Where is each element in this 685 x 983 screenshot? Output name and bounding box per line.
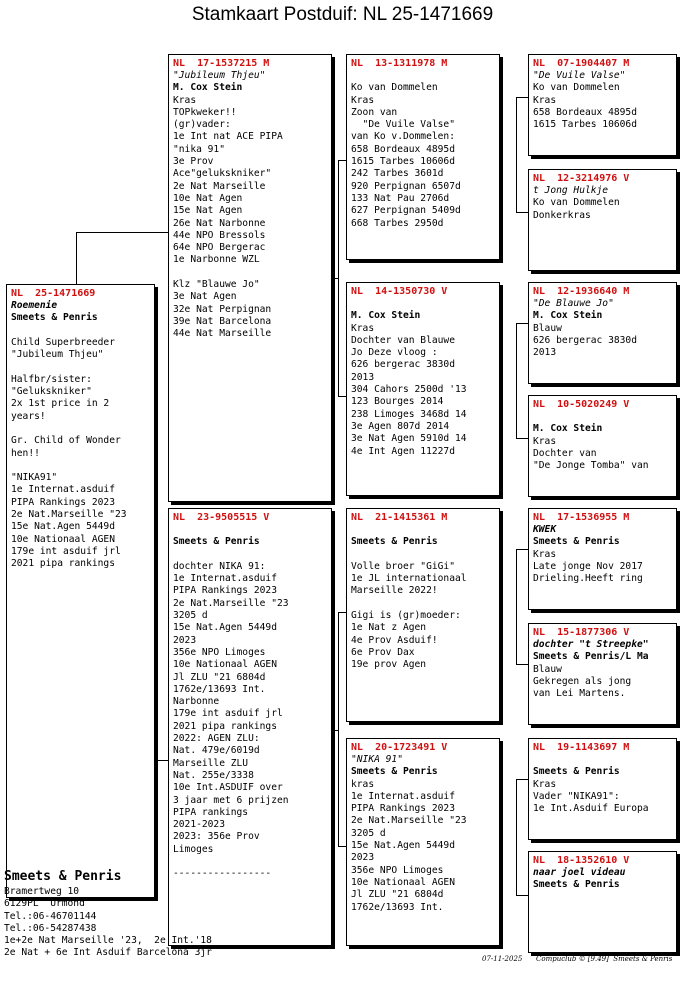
card-line: "Gelukskniker" <box>11 386 92 398</box>
card-line: Jl ZLU "21 6804d <box>351 889 444 901</box>
card-line: Kras <box>173 94 197 106</box>
owner-line: Bramertweg 10 <box>4 886 80 897</box>
card-line: Gr. Child of Wonder <box>11 435 121 447</box>
card-line: Ko van Dommelen <box>533 82 620 94</box>
connector-dd-v <box>516 779 517 895</box>
card-line: Klz "Blauwe Jo" <box>173 279 260 291</box>
card-line: "De Jonge Tomba" van <box>533 460 649 472</box>
card-line: PIPA Rankings 2023 <box>11 496 115 508</box>
card-line: 626 bergerac 3830d <box>533 334 637 346</box>
ring-number: NL 18-1352610 V <box>533 855 630 866</box>
card-line: 3205 d <box>173 610 208 622</box>
card-line: PIPA rankings <box>173 806 249 818</box>
card-line: "nika 91" <box>173 143 225 155</box>
card-line: Smeets & Penris/L Ma <box>533 651 649 663</box>
card-line: 133 Nat Pau 2706d <box>351 192 450 204</box>
card-line: 10e Int.ASDUIF over <box>173 782 283 794</box>
card-line: "De Vuile Valse" <box>351 119 455 131</box>
card-line: 39e Nat Barcelona <box>173 315 272 327</box>
card-line: 627 Perpignan 5409d <box>351 205 461 217</box>
card-line: Kras <box>533 778 557 790</box>
connector-dam-mid <box>332 730 339 731</box>
card-line: Smeets & Penris <box>533 879 620 891</box>
card-line: 242 Tarbes 3601d <box>351 168 444 180</box>
card-line <box>11 460 150 472</box>
card-line: "NIKA91" <box>11 472 58 484</box>
connector-ds-v <box>516 549 517 664</box>
ring-number: NL 25-1471669 <box>11 288 96 299</box>
card-line: M. Cox Stein <box>173 82 243 94</box>
ring-number: NL 12-3214976 V <box>533 173 630 184</box>
owner-line: 2e Nat + 6e Int Asduif Barcelona 3jr <box>4 947 212 959</box>
card-line: TOPkweker!! <box>173 106 237 118</box>
card-line <box>173 856 327 868</box>
card-line: Jo Deze vloog : <box>351 347 438 359</box>
card-line: 10e Nationaal AGEN <box>11 533 115 545</box>
card-line: ----------------- <box>173 868 272 880</box>
owner-name: Smeets & Penris <box>4 869 122 884</box>
card-line: Dochter van Blauwe <box>351 334 455 346</box>
card-line: years! <box>11 410 46 422</box>
card-line: 1762e/13693 Int. <box>173 683 266 695</box>
ring-number: NL 23-9505515 V <box>173 512 270 523</box>
card-line: Zoon van <box>351 106 398 118</box>
card-line: "Jubileum Thjeu" <box>173 70 266 81</box>
card-line: 2x 1st price in 2 <box>11 398 110 410</box>
card-line: Nat. 479e/6019d <box>173 745 260 757</box>
connector-ss-a <box>516 97 528 98</box>
card-line: Child Superbreeder <box>11 336 115 348</box>
card-line: Halfbr/sister: <box>11 373 92 385</box>
card-line: 2021 pipa rankings <box>11 558 115 570</box>
card-line: 10e Nat Agen <box>173 192 243 204</box>
card-line: 3e Nat Agen <box>173 291 237 303</box>
connector-ss-b <box>516 212 528 213</box>
connector-sd-b <box>516 438 528 439</box>
card-line: 658 Bordeaux 4895d <box>351 143 455 155</box>
connector-ds-b <box>516 664 528 665</box>
card-line: Ko van Dommelen <box>533 197 620 209</box>
connector-main-sire <box>76 232 168 233</box>
card-line: Dochter van <box>533 447 597 459</box>
card-sdd[interactable] <box>528 395 677 497</box>
card-dsd[interactable] <box>528 623 677 725</box>
card-line <box>351 70 495 82</box>
card-line: 1615 Tarbes 10606d <box>533 119 637 131</box>
card-line: 626 bergerac 3830d <box>351 359 455 371</box>
card-line: 15e Nat.Agen 5449d <box>351 840 455 852</box>
connector-dam-dd <box>338 846 346 847</box>
card-line: 44e NPO Bressols <box>173 229 266 241</box>
connector-sd-a <box>516 323 528 324</box>
card-line: "Jubileum Thjeu" <box>11 349 104 361</box>
card-line <box>173 549 327 561</box>
card-line <box>351 598 495 610</box>
card-line: 2023 <box>351 852 375 864</box>
connector-sd-v <box>516 323 517 438</box>
card-line: 2013 <box>533 347 557 359</box>
footer-software: Compuclub © [9.49] Smeets & Penris <box>536 955 673 963</box>
card-line: Kras <box>351 322 375 334</box>
card-sire-sire[interactable] <box>346 54 500 260</box>
card-line: Smeets & Penris <box>11 312 98 324</box>
card-line: 2e Nat.Marseille "23 <box>173 597 289 609</box>
card-line: 1762e/13693 Int. <box>351 901 444 913</box>
connector-dam-ds <box>338 612 346 613</box>
owner-line: 6129PL Urmond <box>4 898 85 910</box>
card-line: 356e NPO Limoges <box>173 646 266 658</box>
card-line: 3e Nat Agen 5910d 14 <box>351 433 467 445</box>
card-dss[interactable] <box>528 508 677 610</box>
card-line: Ko van Dommelen <box>351 82 438 94</box>
card-line <box>11 361 150 373</box>
card-line: M. Cox Stein <box>533 423 603 435</box>
card-line: 15e Nat.Agen 5449d <box>173 622 277 634</box>
card-ddd[interactable] <box>528 851 677 953</box>
card-line: 2e Nat.Marseille "23 <box>351 815 467 827</box>
card-line: 4e Prov Asduif! <box>351 634 438 646</box>
card-line: "De Blauwe Jo" <box>533 298 614 309</box>
connector-ss-v <box>516 97 517 212</box>
card-line: Smeets & Penris <box>351 536 438 548</box>
owner-line: Tel.:06-54287438 <box>4 922 97 934</box>
card-line: 356e NPO Limoges <box>351 864 444 876</box>
card-line: 1e Nat z Agen <box>351 622 427 634</box>
card-line: "De Vuile Valse" <box>533 70 626 81</box>
card-line: Smeets & Penris <box>533 536 620 548</box>
card-line: 3 jaar met 6 prijzen <box>173 794 289 806</box>
card-line: PIPA Rankings 2023 <box>173 585 277 597</box>
ring-number: NL 10-5020249 V <box>533 399 630 410</box>
card-line: 2023 <box>173 634 197 646</box>
connector-sire-sd <box>338 396 346 397</box>
card-line: Roemenie <box>11 300 58 311</box>
card-line <box>533 411 672 423</box>
card-ssd[interactable] <box>528 169 677 271</box>
card-line: 1e Internat.asduif <box>351 790 455 802</box>
card-line: 32e Nat Perpignan <box>173 303 272 315</box>
card-line: Vader "NIKA91": <box>533 790 620 802</box>
card-line: 238 Limoges 3468d 14 <box>351 408 467 420</box>
card-line: t Jong Hulkje <box>533 185 609 196</box>
ring-number: NL 21-1415361 M <box>351 512 448 523</box>
page-title: Stamkaart Postduif: NL 25-1471669 <box>191 4 494 25</box>
card-line: 3e Prov <box>173 156 214 168</box>
card-line: 2e Nat Marseille <box>173 180 266 192</box>
card-line: 2e Nat.Marseille "23 <box>11 509 127 521</box>
connector-dd-a <box>516 779 528 780</box>
card-line: Limoges <box>173 843 214 855</box>
card-line: 64e NPO Bergerac <box>173 242 266 254</box>
ring-number: NL 20-1723491 V <box>351 742 448 753</box>
ring-number: NL 12-1936640 M <box>533 286 630 297</box>
owner-line: 1e+2e Nat Marseille '23, 2e Int.'18 <box>4 935 212 947</box>
card-line: 2021-2023 <box>173 819 225 831</box>
card-line: Kras <box>533 435 557 447</box>
card-line <box>173 524 327 536</box>
card-line: naar joel videau <box>533 867 626 878</box>
card-line: 1e Int.Asduif Europa <box>533 803 649 815</box>
card-line: PIPA Rankings 2023 <box>351 803 455 815</box>
card-line: Jl ZLU "21 6804d <box>173 671 266 683</box>
card-line: Blauw <box>533 322 562 334</box>
card-line: 1e Internat.asduif <box>11 484 115 496</box>
card-line: Nat. 255e/3338 <box>173 769 254 781</box>
card-line: KWEK <box>533 524 557 535</box>
connector-main-up <box>76 232 77 284</box>
card-line: Narbonne <box>173 696 220 708</box>
card-line: Drieling.Heeft ring <box>533 573 643 585</box>
card-line: Volle broer "GiGi" <box>351 560 455 572</box>
card-line: van Ko v.Dommelen: <box>351 131 455 143</box>
card-line: 6e Prov Dax <box>351 646 415 658</box>
card-line: 2021 pipa rankings <box>173 720 277 732</box>
card-line <box>173 267 327 279</box>
card-line: Late jonge Nov 2017 <box>533 560 643 572</box>
card-line: 26e Nat Narbonne <box>173 217 266 229</box>
card-line: 10e Nationaal AGEN <box>173 659 277 671</box>
card-line: Smeets & Penris <box>173 536 260 548</box>
card-dam-sire[interactable] <box>346 508 500 722</box>
ring-number: NL 17-1536955 M <box>533 512 630 523</box>
card-line: M. Cox Stein <box>533 310 603 322</box>
card-line <box>11 423 150 435</box>
connector-dam-v <box>338 612 339 846</box>
ring-number: NL 19-1143697 M <box>533 742 630 753</box>
connector-sire-mid <box>332 278 339 279</box>
card-line <box>533 754 672 766</box>
card-line: 44e Nat Marseille <box>173 328 272 340</box>
card-dam-dam[interactable] <box>346 738 500 946</box>
card-line <box>351 524 495 536</box>
ring-number: NL 07-1904407 M <box>533 58 630 69</box>
card-line: 15e Nat.Agen 5449d <box>11 521 115 533</box>
card-line: dochter NIKA 91: <box>173 560 266 572</box>
card-line: 304 Cahors 2500d '13 <box>351 384 467 396</box>
card-sss[interactable] <box>528 54 677 156</box>
owner-block <box>4 868 212 960</box>
card-line: 668 Tarbes 2950d <box>351 217 444 229</box>
card-sds[interactable] <box>528 282 677 384</box>
owner-line: Tel.:06-46701144 <box>4 910 97 922</box>
card-line: Gekregen als jong <box>533 675 632 687</box>
card-line: Marseille 2022! <box>351 585 438 597</box>
card-line: 658 Bordeaux 4895d <box>533 106 637 118</box>
card-line: 179e int asduif jrl <box>11 545 121 557</box>
card-line: 179e int asduif jrl <box>173 708 283 720</box>
card-sire[interactable] <box>168 54 332 502</box>
card-line: 2013 <box>351 371 375 383</box>
card-line: Kras <box>533 94 557 106</box>
card-line: 1615 Tarbes 10606d <box>351 156 455 168</box>
connector-sire-ss <box>338 160 346 161</box>
card-line: "NIKA 91" <box>351 754 403 765</box>
card-line: van Lei Martens. <box>533 688 626 700</box>
card-line: hen!! <box>11 447 40 459</box>
card-sire-dam[interactable] <box>346 282 500 496</box>
card-line: 1e JL internationaal <box>351 573 467 585</box>
card-line: 15e Nat Agen <box>173 205 243 217</box>
card-line: 1e Int nat ACE PIPA <box>173 131 283 143</box>
card-line: 10e Nationaal AGEN <box>351 876 455 888</box>
card-line: 2022: AGEN ZLU: <box>173 733 260 745</box>
card-line: 19e prov Agen <box>351 659 427 671</box>
card-line: Smeets & Penris <box>533 766 620 778</box>
card-line: Donkerkras <box>533 209 591 221</box>
card-line: kras <box>351 778 375 790</box>
ring-number: NL 13-1311978 M <box>351 58 448 69</box>
card-line: 4e Int Agen 11227d <box>351 445 455 457</box>
card-line: Gigi is (gr)moeder: <box>351 610 461 622</box>
card-line <box>351 549 495 561</box>
card-line: Marseille ZLU <box>173 757 249 769</box>
card-line: M. Cox Stein <box>351 310 421 322</box>
card-main[interactable] <box>6 284 155 898</box>
card-line: 1e Internat.asduif <box>173 573 277 585</box>
card-line: Ace"gelukskniker" <box>173 168 272 180</box>
card-line: dochter "t Streepke" <box>533 639 649 650</box>
connector-ds-a <box>516 549 528 550</box>
card-line: 123 Bourges 2014 <box>351 396 444 408</box>
ring-number: NL 15-1877306 V <box>533 627 630 638</box>
card-line: 2023: 356e Prov <box>173 831 260 843</box>
card-line: Kras <box>351 94 375 106</box>
card-line: 3e Agen 807d 2014 <box>351 420 450 432</box>
card-line <box>351 298 495 310</box>
ring-number: NL 17-1537215 M <box>173 58 270 69</box>
card-line: 1e Narbonne WZL <box>173 254 260 266</box>
card-dds[interactable] <box>528 738 677 840</box>
card-line: (gr)vader: <box>173 119 231 131</box>
card-line: 3205 d <box>351 827 386 839</box>
card-line <box>11 325 150 337</box>
card-line: Smeets & Penris <box>351 766 438 778</box>
card-line: Kras <box>533 548 557 560</box>
footer-date: 07-11-2025 <box>482 955 523 963</box>
connector-dd-b <box>516 895 528 896</box>
ring-number: NL 14-1350730 V <box>351 286 448 297</box>
card-line: 920 Perpignan 6507d <box>351 180 461 192</box>
card-line: Blauw <box>533 663 562 675</box>
